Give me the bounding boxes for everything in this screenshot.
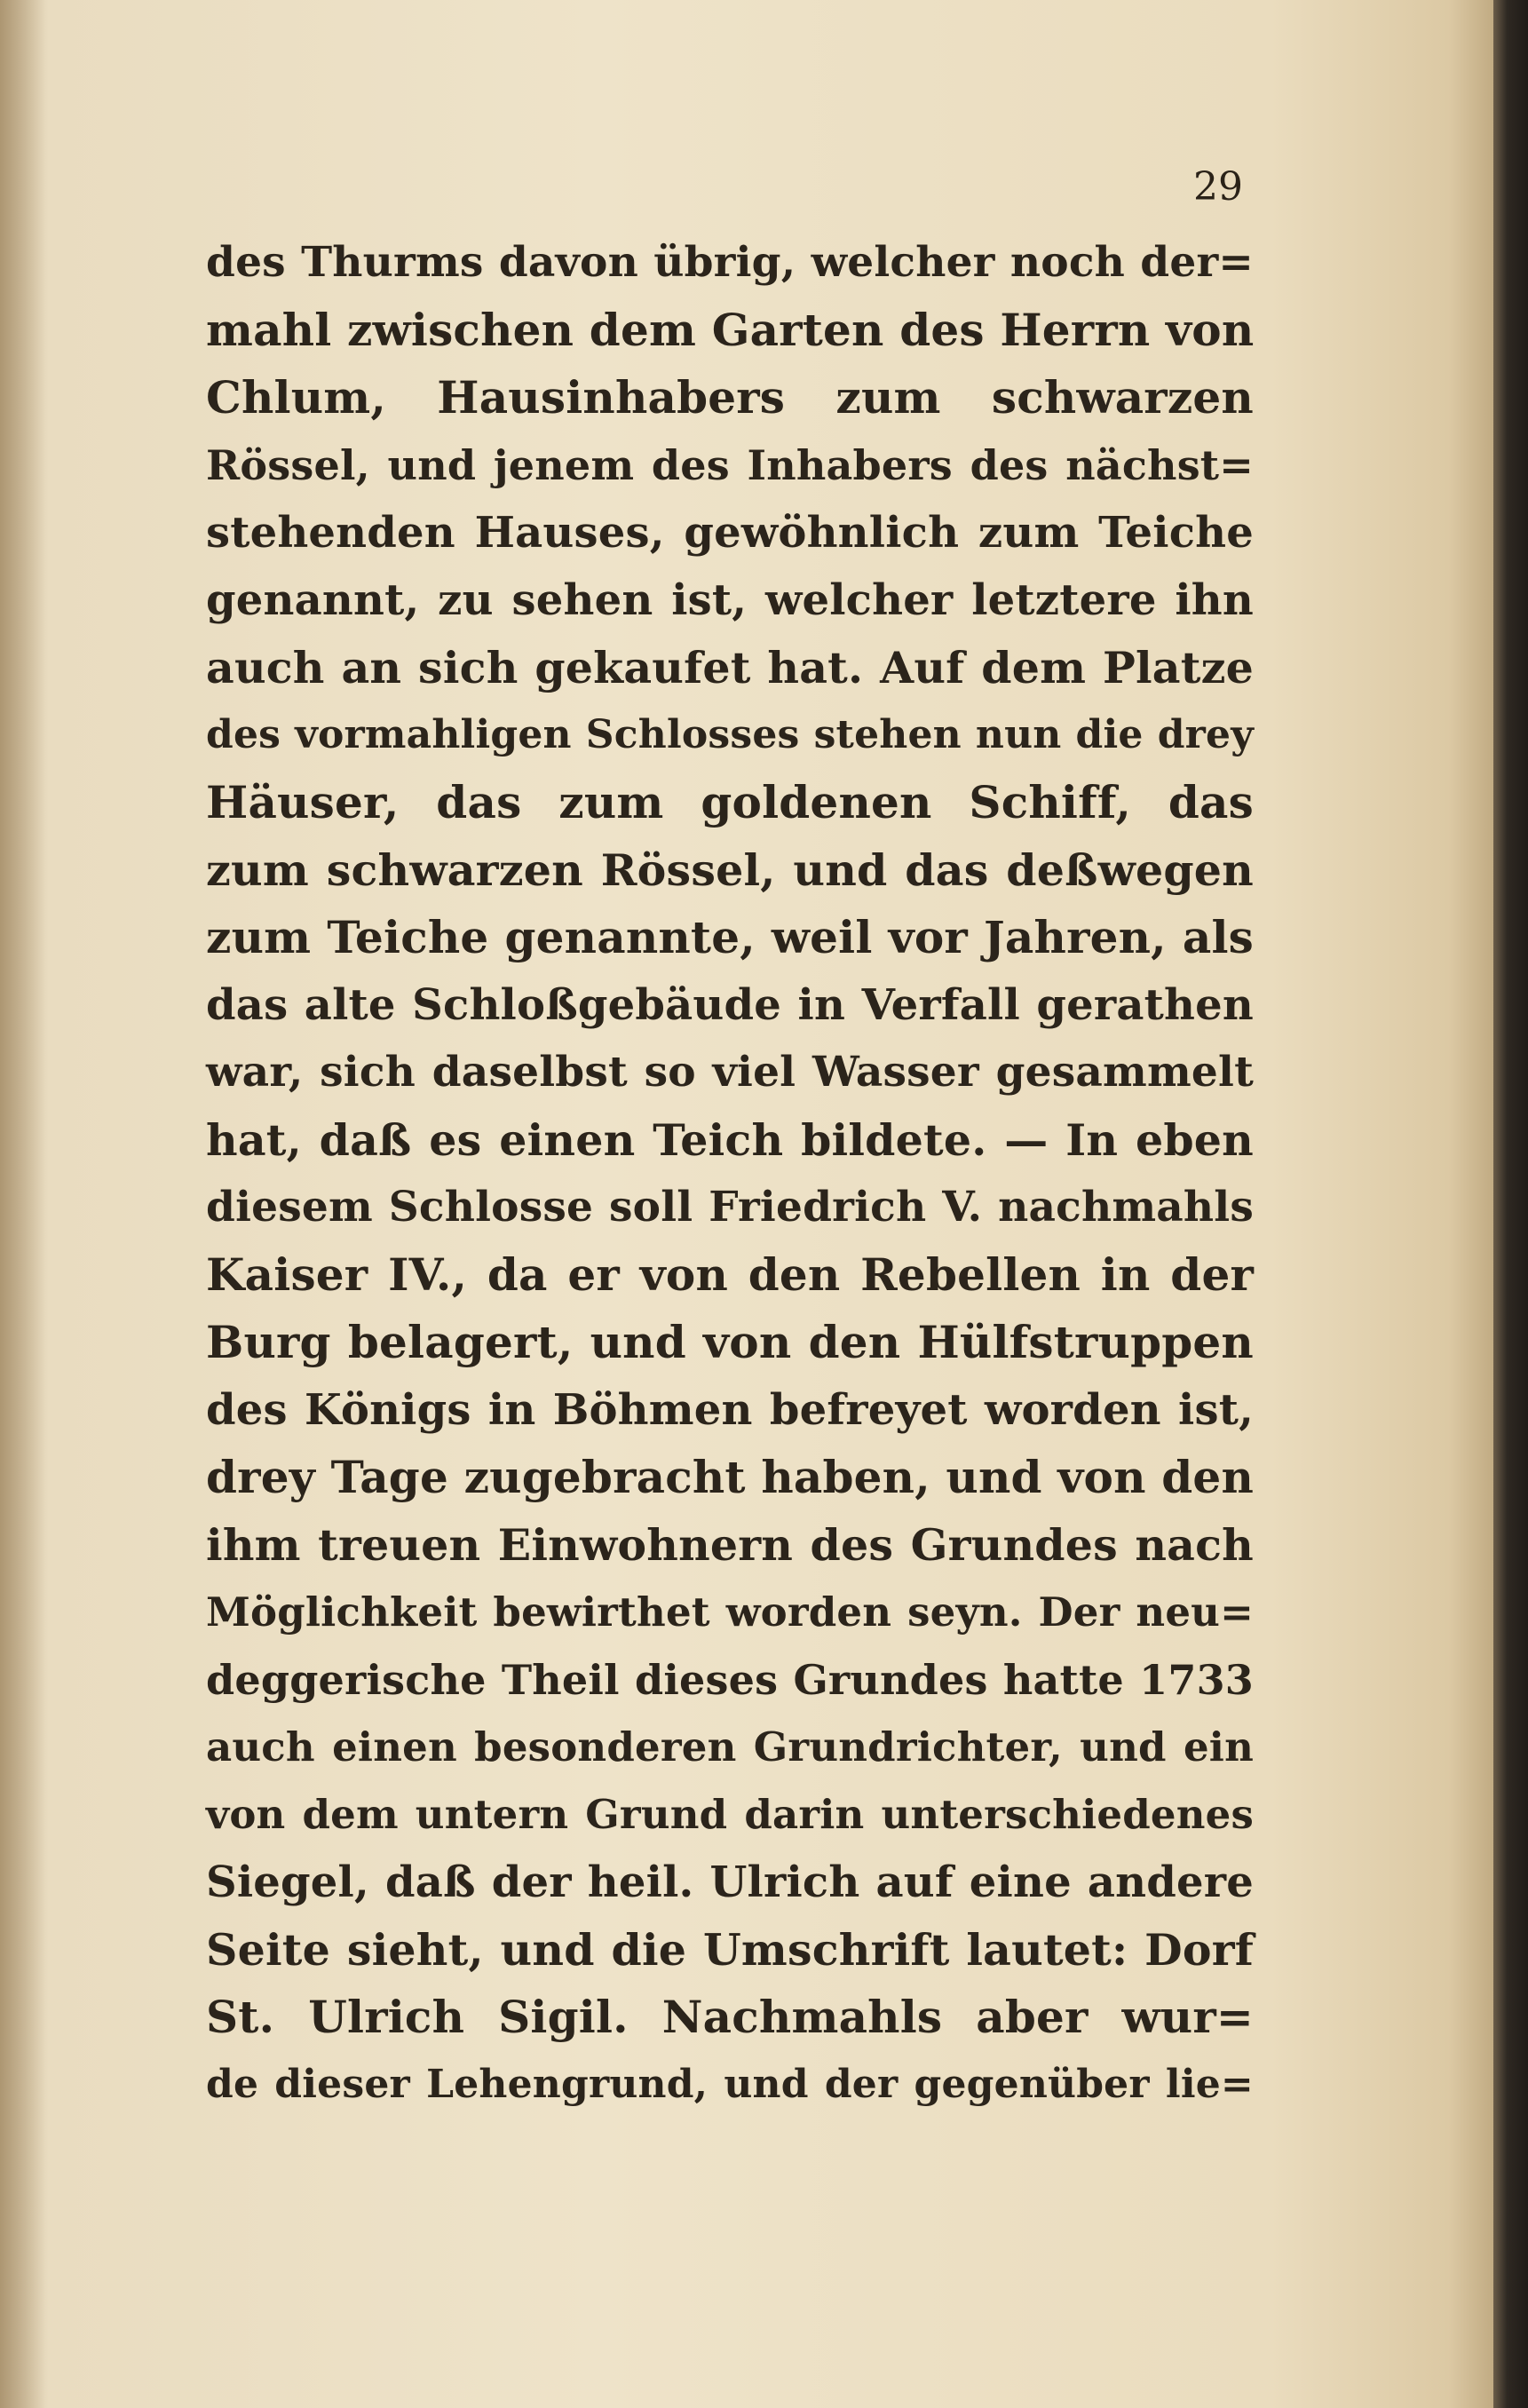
text-line: des Königs in Böhmen befreyet worden ist, — [206, 1385, 1254, 1435]
text-line: stehenden Hauses, gewöhnlich zum Teiche — [206, 508, 1254, 558]
page-number: 29 — [1193, 164, 1243, 210]
text-line: Möglichkeit bewirthet worden seyn. Der neu= — [206, 1588, 1254, 1636]
text-line: deggerische Theil dieses Grundes hatte 1733 — [206, 1656, 1254, 1704]
text-line: des vormahligen Schlosses stehen nun die drey — [206, 712, 1254, 757]
text-line: diesem Schlosse soll Friedrich V. nachmahls — [206, 1183, 1254, 1232]
text-line: von dem untern Grund darin unterschiedenes — [206, 1791, 1254, 1838]
text-line: des Thurms davon übrig, welcher noch der= — [206, 238, 1254, 287]
text-line: zum Teiche genannte, weil vor Jahren, als — [206, 911, 1254, 963]
text-line: auch an sich gekaufet hat. Auf dem Platze — [206, 642, 1254, 693]
text-line: war, sich daselbst so viel Wasser gesammelt — [206, 1048, 1254, 1097]
text-line: drey Tage zugebracht haben, und von den — [206, 1451, 1254, 1503]
text-line: das alte Schloßgebäude in Verfall gerathen — [206, 980, 1254, 1030]
text-line: Seite sieht, und die Umschrift lautet: Dorf — [206, 1924, 1254, 1976]
text-line: Rössel, und jenem des Inhabers des nächst= — [206, 441, 1254, 489]
text-line: auch einen besonderen Grundrichter, und ein — [206, 1723, 1254, 1770]
text-line: Kaiser IV., da er von den Rebellen in der — [206, 1248, 1254, 1301]
body-text — [206, 229, 1254, 2119]
text-line: hat, daß es einen Teich bildete. — In eben — [206, 1114, 1254, 1166]
text-line: Häuser, das zum goldenen Schiff, das — [206, 776, 1254, 828]
text-line: zum schwarzen Rössel, und das deßwegen — [206, 844, 1254, 896]
text-line: ihm treuen Einwohnern des Grundes nach — [206, 1519, 1254, 1571]
text-line: mahl zwischen dem Garten des Herrn von — [206, 304, 1255, 356]
text-line: genannt, zu sehen ist, welcher letztere ihn — [206, 575, 1254, 625]
binding-shadow — [0, 0, 49, 2408]
text-line: St. Ulrich Sigil. Nachmahls aber wur= — [206, 1991, 1254, 2043]
text-line: de dieser Lehengrund, und der gegenüber lie= — [206, 2062, 1254, 2107]
text-line: Chlum, Hausinhabers zum schwarzen — [206, 371, 1254, 424]
page-edge — [1493, 0, 1528, 2408]
text-line: Burg belagert, und von den Hülfstruppen — [206, 1316, 1254, 1368]
text-line: Siegel, daß der heil. Ulrich auf eine andere — [206, 1857, 1254, 1907]
